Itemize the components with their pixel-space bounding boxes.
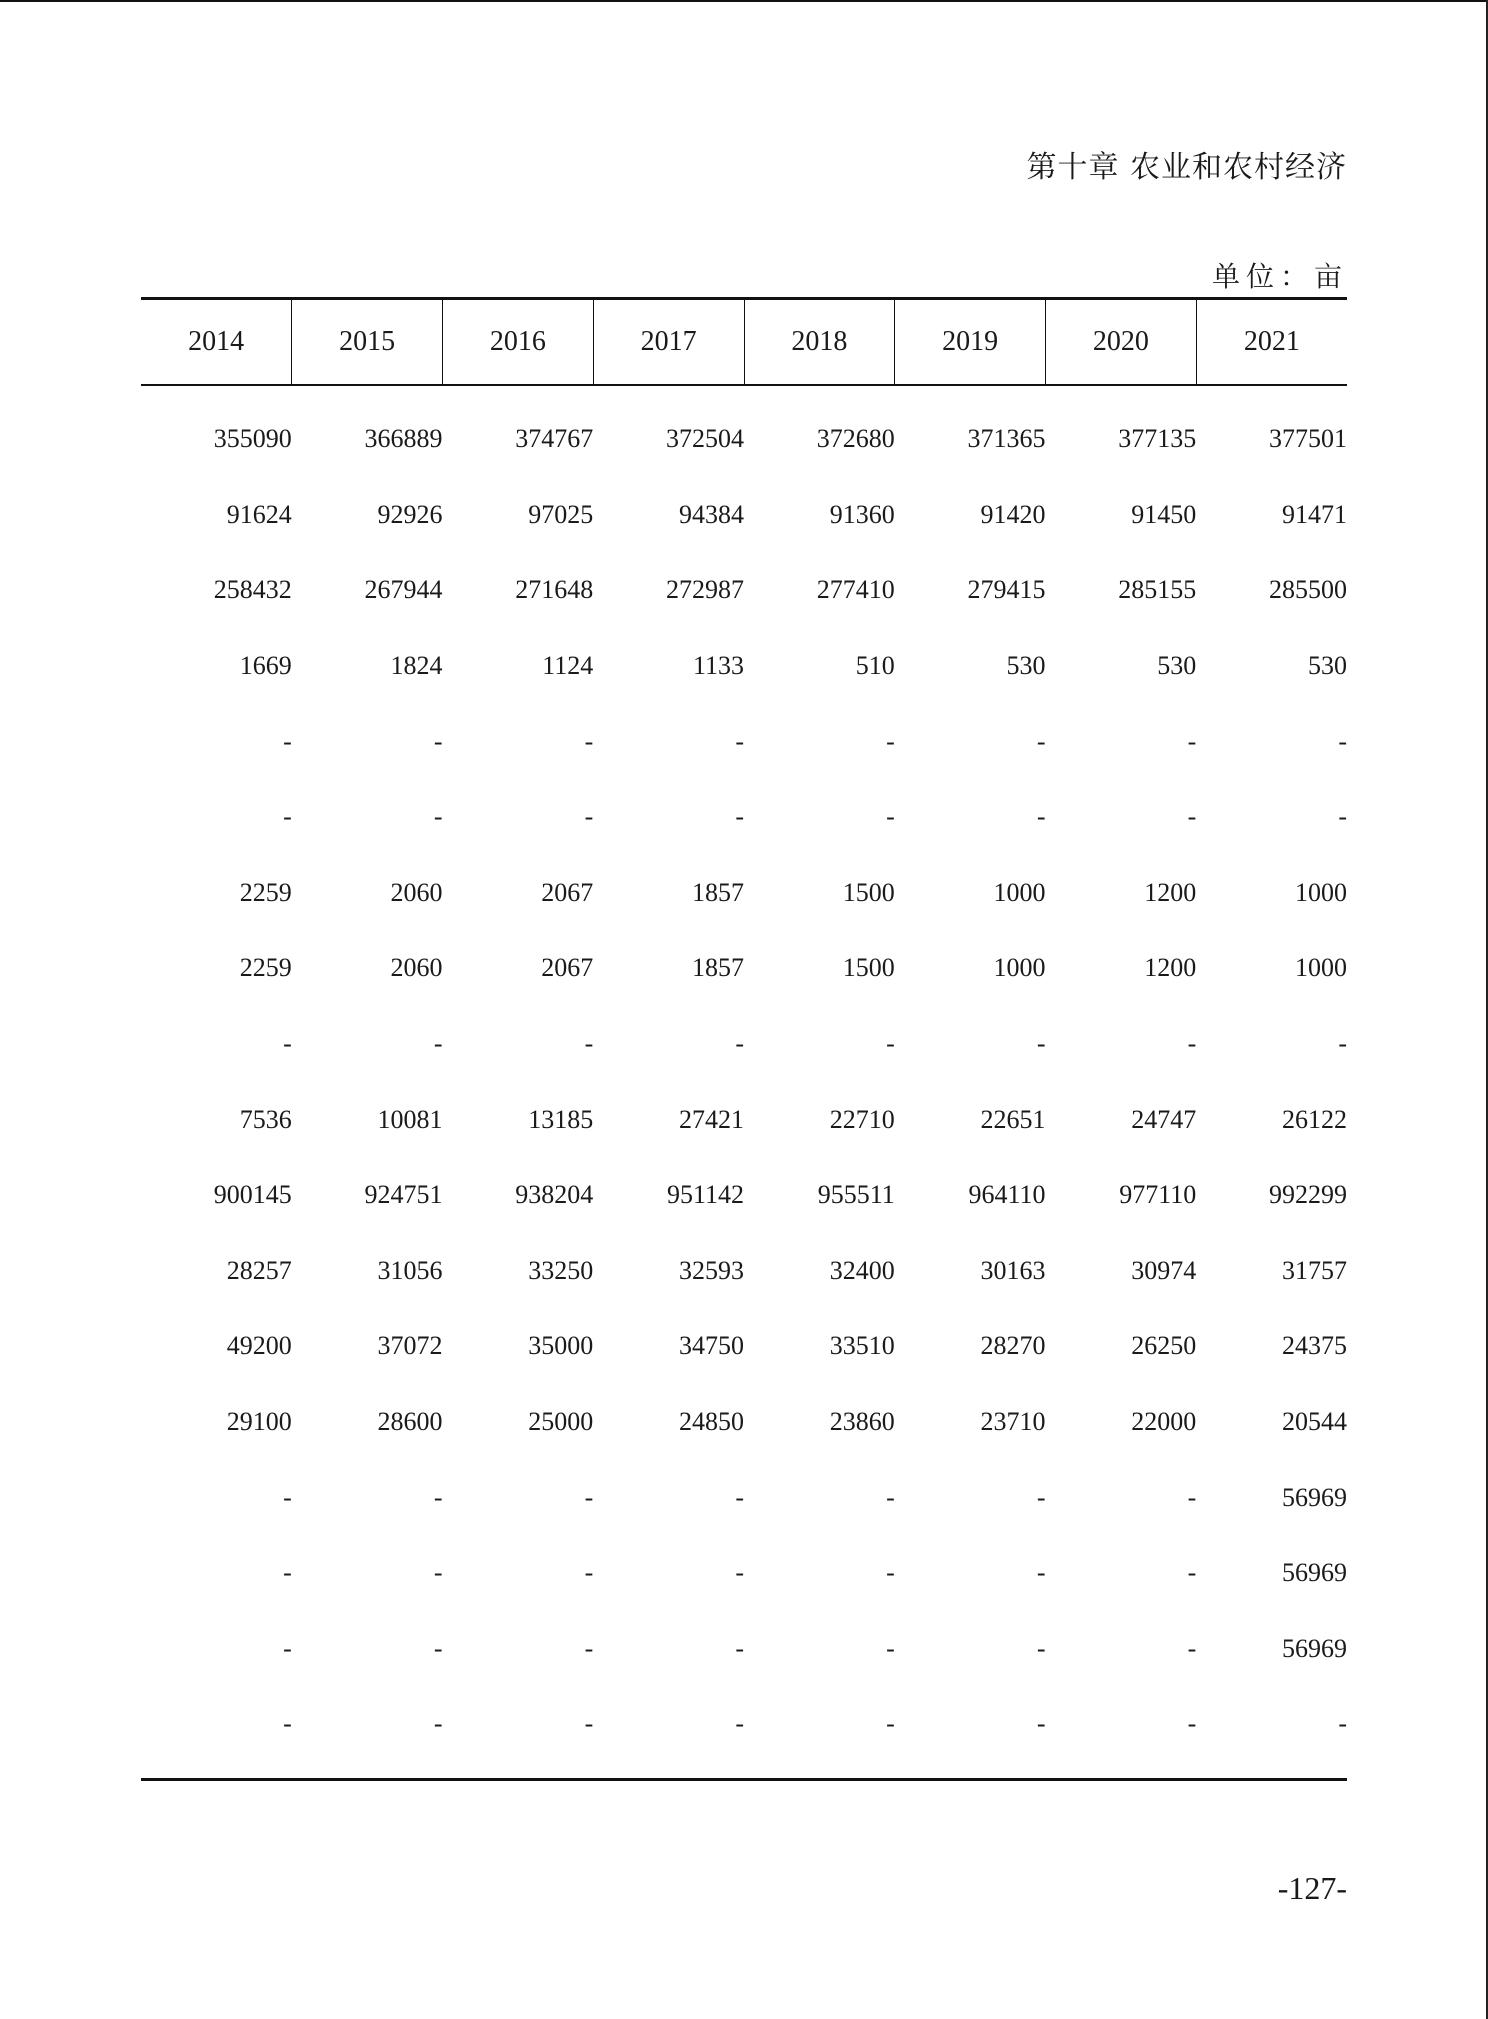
table-cell: 91624 [226,499,292,529]
table-cell: 31757 [1282,1255,1347,1285]
table-cell: 32400 [829,1255,895,1285]
table-cell: 92926 [377,499,443,529]
table-cell: 91471 [1282,499,1347,529]
table-row [141,477,1347,553]
table-cell: - [1338,1709,1347,1739]
table-cell: - [886,1709,895,1739]
table-cell: - [433,1482,443,1512]
table-row [141,931,1347,1007]
table-cell: 279415 [967,575,1046,605]
table-cell: 366889 [364,424,443,454]
table-cell: - [1036,802,1046,832]
column-header-2015: 2015 [292,299,443,385]
table-cell: - [584,802,594,832]
table-cell: - [584,1482,594,1512]
column-header-2021: 2021 [1196,299,1347,385]
table-cell: 530 [1157,651,1197,681]
table-cell: 97025 [528,499,594,529]
table-cell: 29100 [226,1407,292,1437]
table-cell: 377501 [1269,424,1347,454]
table-cell: 1669 [239,651,292,681]
table-cell: 1857 [692,877,744,907]
table-cell: - [584,1633,594,1663]
table-cell: 35000 [528,1331,594,1361]
table-cell: 91450 [1131,499,1197,529]
unit-label: 单位：亩 [1211,260,1348,293]
column-header-2014: 2014 [141,299,292,385]
table-cell: 530 [1006,651,1046,681]
table-row [141,704,1347,780]
table-cell: - [433,1709,443,1739]
table-cell: - [283,1029,292,1059]
table-cell: - [433,1558,443,1588]
column-header-2019: 2019 [895,299,1046,385]
table-cell: - [1187,1709,1197,1739]
table-cell: 22710 [829,1104,895,1134]
table-cell: - [1187,726,1197,756]
table-cell: 374767 [515,424,594,454]
table-cell: - [283,1633,292,1663]
table-cell: 56969 [1282,1482,1347,1512]
page-top-border [0,0,1488,2]
table-cell: 25000 [528,1407,594,1437]
table-cell: - [886,1633,895,1663]
table-cell: 258432 [213,575,292,605]
table-cell: 1200 [1144,877,1197,907]
table-cell: - [1338,802,1347,832]
table-cell: 924751 [364,1180,443,1210]
table-row [141,1006,1347,1082]
table-cell: - [283,1482,292,1512]
table-cell: 20544 [1282,1407,1347,1437]
table-cell: 91360 [829,499,895,529]
table-cell: - [283,726,292,756]
table-cell: 2259 [239,877,292,907]
table-cell: 1133 [692,651,744,681]
table-cell: - [584,726,594,756]
table-row [141,553,1347,629]
table-cell: - [584,1709,594,1739]
table-cell: 26122 [1282,1104,1347,1134]
table-header [141,299,1347,385]
table-cell: 49200 [226,1331,292,1361]
table-row [141,1233,1347,1309]
column-header-2016: 2016 [443,299,594,385]
table-cell: - [735,1558,744,1588]
data-table [141,297,1347,1762]
table-cell: 23710 [980,1407,1046,1437]
table-cell: 2259 [239,953,292,983]
table-cell: - [584,1029,594,1059]
table-cell: - [1036,1482,1046,1512]
table-cell: 2067 [541,877,594,907]
table-cell: 1200 [1144,953,1197,983]
table-cell: 1824 [390,651,443,681]
table-cell: 510 [855,651,895,681]
column-header-2018: 2018 [744,299,895,385]
table-cell: - [1036,1029,1046,1059]
table-cell: - [433,1633,443,1663]
table-cell: 1500 [842,953,895,983]
table-cell: 977110 [1119,1180,1197,1210]
table-cell: 28257 [226,1255,292,1285]
table-row [141,855,1347,931]
table-row [141,779,1347,855]
table-cell: - [283,802,292,832]
table-row [141,1157,1347,1233]
table-cell: 26250 [1131,1331,1197,1361]
table-cell: - [1338,726,1347,756]
table-cell: - [283,1709,292,1739]
table-cell: - [433,802,443,832]
table-cell: - [735,1029,744,1059]
table-cell: - [1187,1633,1197,1663]
table-cell: - [886,726,895,756]
table-top-spacer [141,385,1347,402]
table-cell: 530 [1308,651,1347,681]
table-cell: 355090 [213,424,292,454]
table-cell: - [886,802,895,832]
table-cell: 31056 [377,1255,443,1285]
table-cell: 22000 [1131,1407,1197,1437]
data-table-container [141,297,1347,1762]
table-cell: 24850 [679,1407,744,1437]
table-cell: - [735,1709,744,1739]
table-cell: 2067 [541,953,594,983]
table-cell: 56969 [1282,1633,1347,1663]
table-cell: 1000 [1295,877,1347,907]
table-cell: 900145 [213,1180,292,1210]
table-cell: 938204 [515,1180,594,1210]
table-bottom-rule [141,1778,1347,1781]
table-cell: - [1036,1558,1046,1588]
table-cell: 37072 [377,1331,443,1361]
table-row [141,1309,1347,1385]
table-cell: 32593 [679,1255,744,1285]
table-cell: - [1187,802,1197,832]
table-cell: 377135 [1118,424,1197,454]
table-cell: 28270 [980,1331,1046,1361]
table-body [141,385,1347,1763]
table-cell: 2060 [390,877,443,907]
table-cell: 372680 [816,424,895,454]
table-cell: 22651 [980,1104,1046,1134]
table-cell: 277410 [816,575,895,605]
table-cell: 372504 [666,424,744,454]
table-cell: 1000 [993,953,1046,983]
table-cell: 10081 [377,1104,443,1134]
table-cell: 267944 [364,575,443,605]
table-row [141,1384,1347,1460]
table-cell: - [1187,1029,1197,1059]
table-row [141,1611,1347,1687]
table-cell: - [584,1558,594,1588]
table-row [141,402,1347,478]
table-row [141,628,1347,704]
table-cell: 23860 [829,1407,895,1437]
table-cell: - [283,1558,292,1588]
table-cell: - [433,1029,443,1059]
column-header-2020: 2020 [1046,299,1197,385]
chapter-title: 第十章 农业和农村经济 [1026,150,1347,185]
table-cell: - [735,1633,744,1663]
table-cell: - [1338,1029,1347,1059]
table-cell: 272987 [666,575,744,605]
table-cell: - [433,726,443,756]
table-cell: 371365 [967,424,1046,454]
table-row [141,1687,1347,1763]
table-cell: 951142 [666,1180,744,1210]
table-cell: - [1187,1558,1197,1588]
table-cell: 24375 [1282,1331,1347,1361]
table-cell: - [1187,1482,1197,1512]
table-cell: 33510 [829,1331,895,1361]
table-cell: 1000 [1295,953,1347,983]
table-cell: - [1036,1633,1046,1663]
table-row [141,1082,1347,1158]
table-cell: 94384 [679,499,744,529]
table-cell: 91420 [980,499,1046,529]
table-cell: 33250 [528,1255,594,1285]
table-cell: 964110 [968,1180,1046,1210]
table-cell: - [735,802,744,832]
page-number: -127- [1277,1870,1347,1906]
table-cell: - [735,726,744,756]
table-cell: 56969 [1282,1558,1347,1588]
table-cell: 24747 [1131,1104,1197,1134]
table-cell: - [886,1482,895,1512]
table-cell: 1857 [692,953,744,983]
table-row [141,1535,1347,1611]
table-cell: 2060 [390,953,443,983]
table-cell: - [735,1482,744,1512]
table-cell: 30163 [980,1255,1046,1285]
table-cell: 30974 [1131,1255,1197,1285]
table-cell: - [886,1029,895,1059]
table-row [141,1460,1347,1536]
column-header-2017: 2017 [593,299,744,385]
table-cell: 1000 [993,877,1046,907]
table-cell: 7536 [239,1104,292,1134]
table-cell: - [886,1558,895,1588]
table-cell: 34750 [679,1331,744,1361]
table-cell: 285500 [1269,575,1347,605]
table-cell: 992299 [1269,1180,1347,1210]
table-cell: - [1036,1709,1046,1739]
header-row [141,299,1347,385]
table-cell: 27421 [679,1104,744,1134]
table-cell: 1124 [542,651,594,681]
table-cell: 1500 [842,877,895,907]
table-cell: 13185 [528,1104,594,1134]
table-cell: 955511 [817,1180,895,1210]
table-cell: 28600 [377,1407,443,1437]
table-cell: 271648 [515,575,594,605]
table-cell: - [1036,726,1046,756]
table-cell: 285155 [1118,575,1197,605]
